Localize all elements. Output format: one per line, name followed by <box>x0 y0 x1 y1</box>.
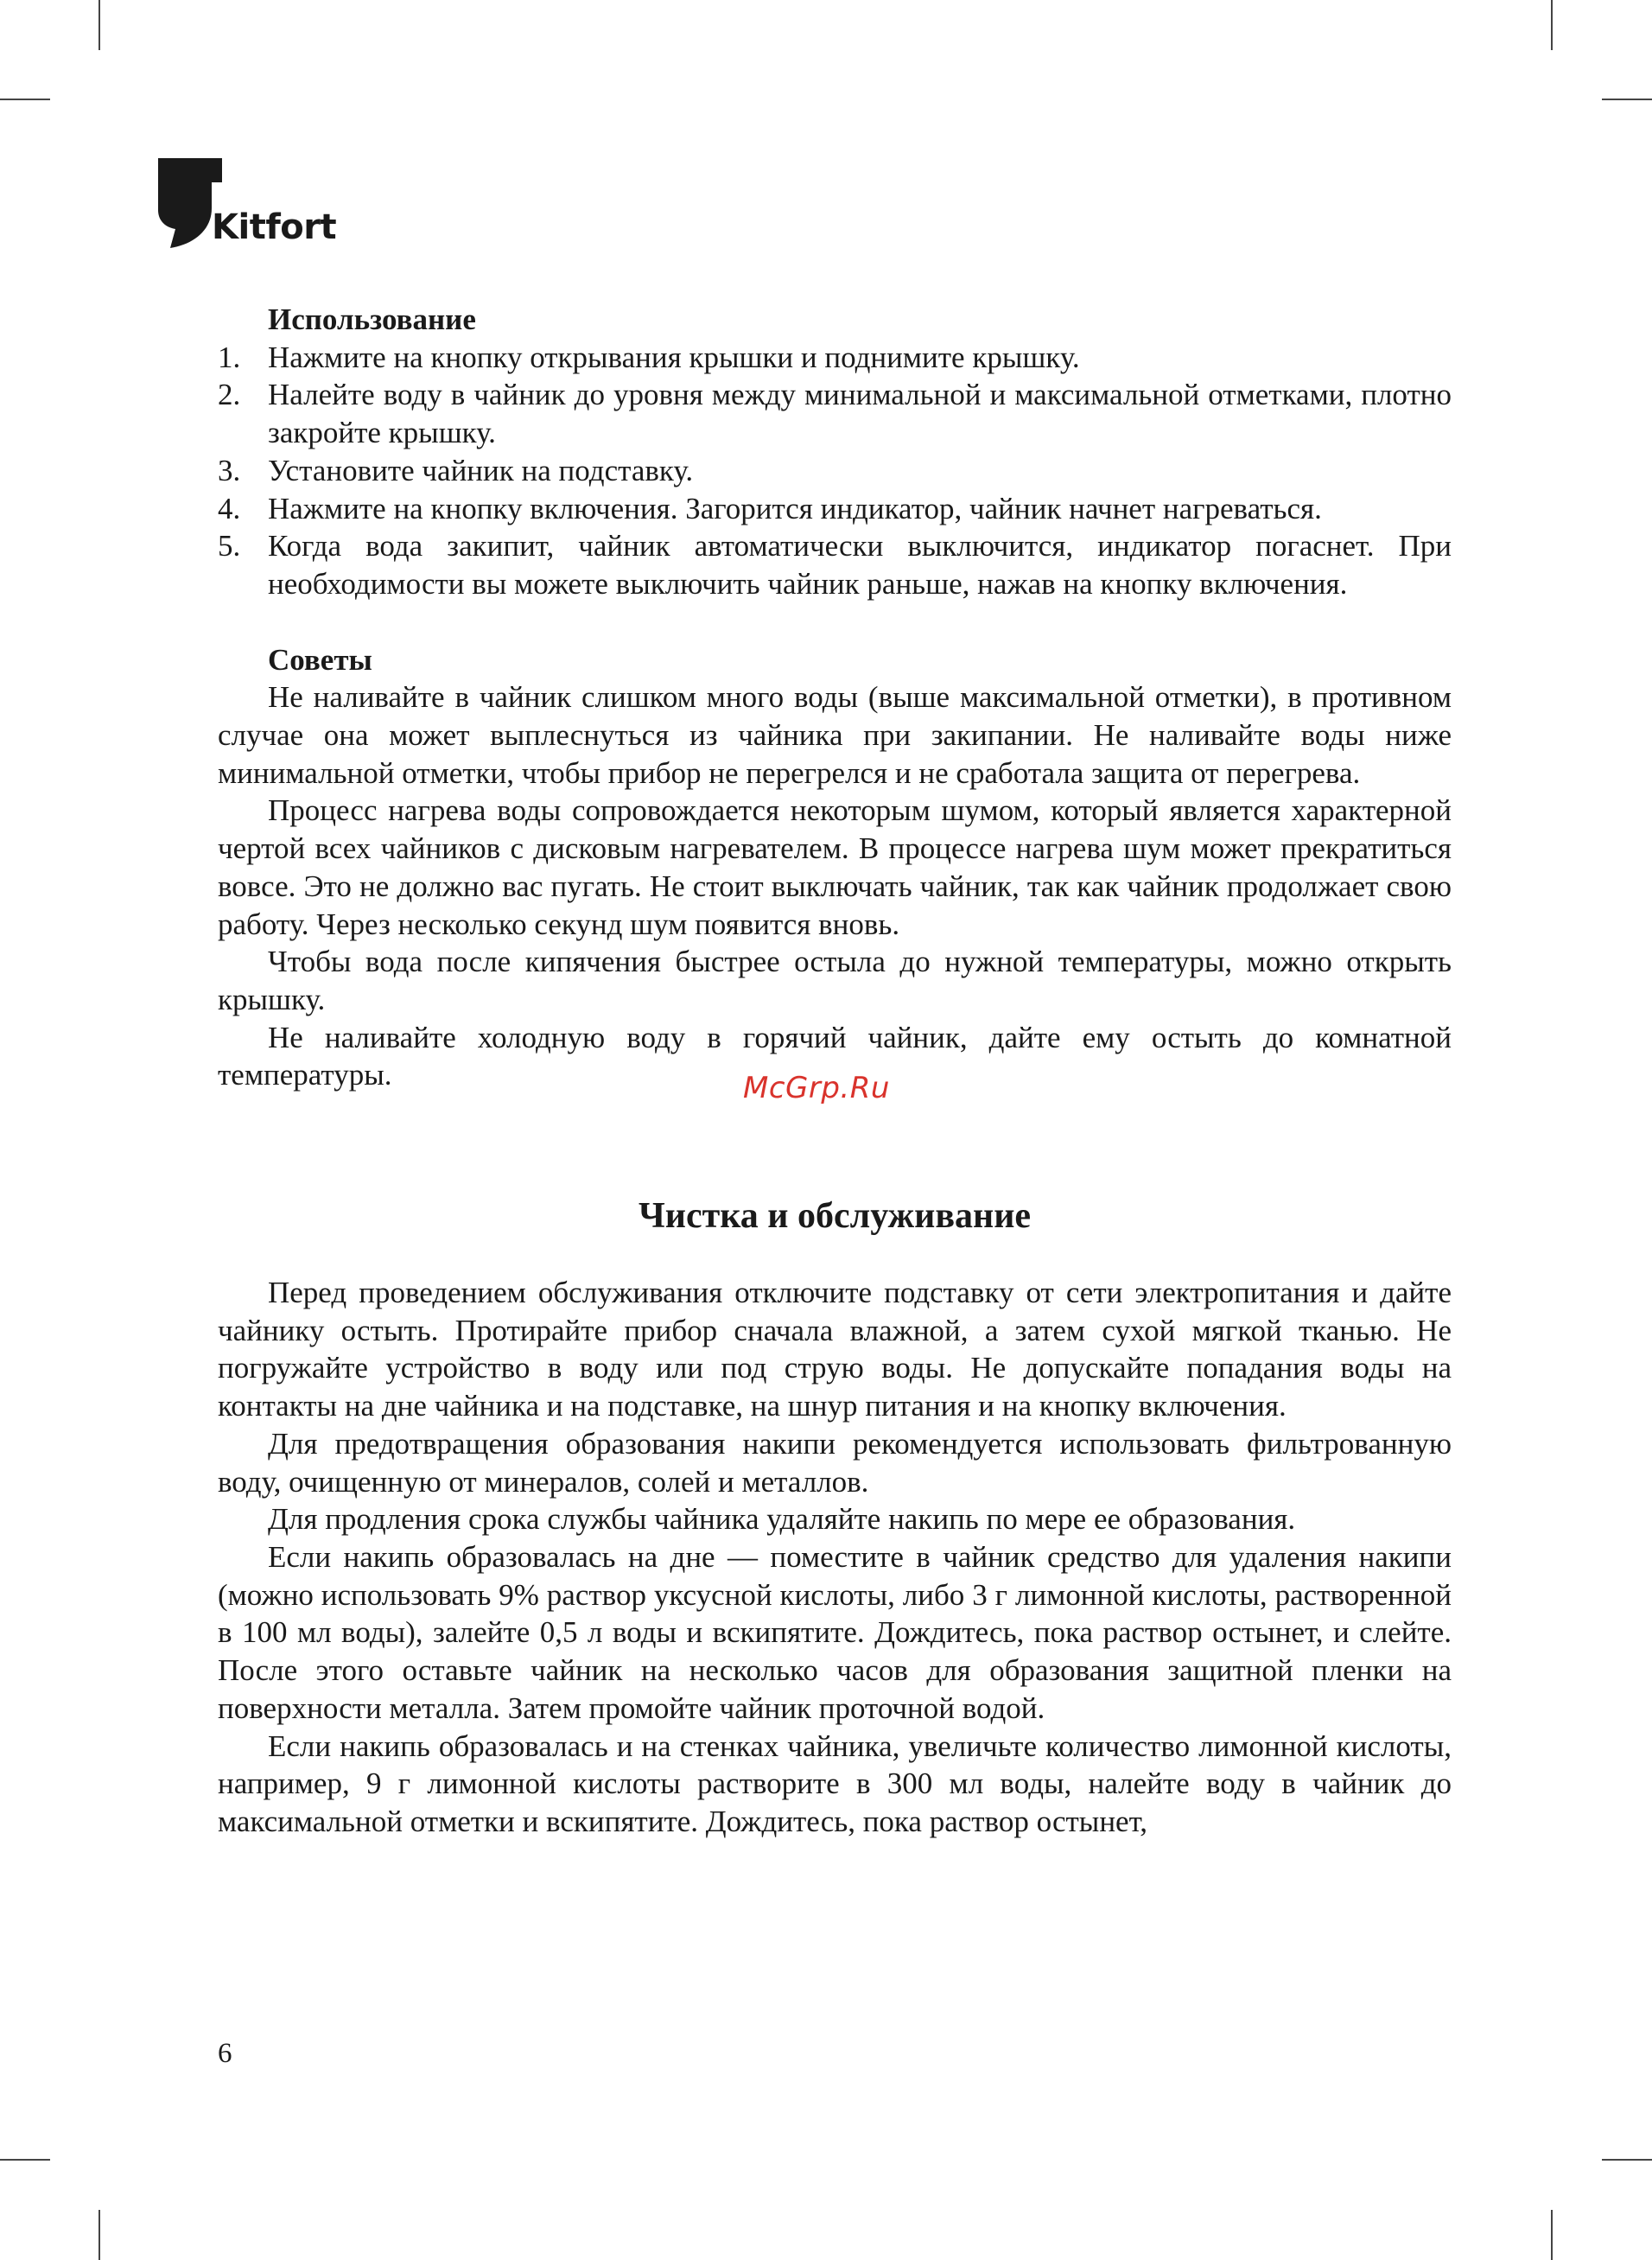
usage-step <box>218 452 1452 490</box>
step-number: 4. <box>218 491 241 525</box>
usage-steps <box>218 339 1452 603</box>
cleaning-paragraph: Если накипь образовалась на дне — поместите в чайник средство для удаления накипи (можно использовать 9% раствор уксусной кислоты, либо 3 г лимонной кислоты, растворенной в 100 мл воды), залейте 0,5 л воды и вскипятите. Дождитесь, пока раствор остынет, и слейте. После этого оставьте чайник на несколько часов для образования защитной пленки на поверхности металла. Затем промойте чайник проточной водой. <box>218 1539 1452 1725</box>
step-number: 3. <box>218 453 241 487</box>
watermark: McGrp.Ru <box>743 1071 890 1105</box>
usage-step <box>218 527 1452 602</box>
crop-mark <box>98 0 100 50</box>
step-text: Когда вода закипит, чайник автоматически выключится, индикатор погаснет. При необходимости вы можете выключить чайник раньше, нажав на кнопку включения. <box>268 529 1452 601</box>
cleaning-paragraph: Для предотвращения образования накипи рекомендуется использовать фильтрованную воду, очищенную от минералов, солей и металлов. <box>218 1426 1452 1499</box>
crop-mark <box>98 2210 100 2260</box>
cleaning-paragraph: Если накипь образовалась и на стенках чайника, увеличьте количество лимонной кислоты, например, 9 г лимонной кислоты растворите в 300 мл воды, налейте воду в чайник до максимальной отметки и вскипятите. Дождитесь, пока раствор остынет, <box>218 1728 1452 1838</box>
step-number: 2. <box>218 378 241 412</box>
usage-step <box>218 376 1452 451</box>
step-text: Налейте воду в чайник до уровня между минимальной и максимальной отметками, плотно закройте крышку. <box>268 378 1452 450</box>
step-text: Установите чайник на подставку. <box>268 453 694 487</box>
cleaning-title: Чистка и обслуживание <box>638 1196 1032 1237</box>
crop-mark <box>0 99 50 100</box>
crop-mark <box>1551 0 1553 50</box>
tips-paragraph: Чтобы вода после кипячения быстрее остыла до нужной температуры, можно открыть крышку. <box>218 945 1452 1016</box>
brand-name: Kitfort <box>212 207 337 247</box>
step-text: Нажмите на кнопку включения. Загорится индикатор, чайник начнет нагреваться. <box>268 491 1322 525</box>
step-number: 5. <box>218 529 241 563</box>
cleaning-paragraph: Для продления срока службы чайника удаляйте накипь по мере ее образования. <box>268 1502 1296 1537</box>
tips-paragraph: Процесс нагрева воды сопровождается некоторым шумом, который является характерной чертой всех чайников с дисковым нагревателем. В процессе нагрева шум может прекратиться вовсе. Это не должно вас пугать. Не стоит выключать чайник, так как чайник продолжает свою работу. Через несколько секунд шум появится вновь. <box>218 793 1452 941</box>
crop-mark <box>0 2159 50 2161</box>
tips-heading: Советы <box>268 642 372 677</box>
crop-mark <box>1602 2159 1652 2161</box>
cleaning-paragraph: Перед проведением обслуживания отключите подставку от сети электропитания и дайте чайнику остыть. Протирайте прибор сначала влажной, а затем сухой мягкой тканью. Не погружайте устройство в воду или под струю воды. Не допускайте попадания воды на контакты на дне чайника и на подставке, на шнур питания и на кнопку включения. <box>218 1276 1452 1423</box>
tips-paragraph: Не наливайте холодную воду в горячий чайник, дайте ему остыть до комнатной температуры. <box>218 1020 1452 1092</box>
crop-mark <box>1602 99 1652 100</box>
step-text: Нажмите на кнопку открывания крышки и поднимите крышку. <box>268 340 1080 374</box>
step-number: 1. <box>218 340 241 374</box>
usage-step <box>218 339 1452 377</box>
crop-mark <box>1551 2210 1553 2260</box>
page-number: 6 <box>218 2038 232 2069</box>
tips-paragraph: Не наливайте в чайник слишком много воды (выше максимальной отметки), в противном случае она может выплеснуться из чайника при закипании. Не наливайте воды ниже минимальной отметки, чтобы прибор не перегрелся и не сработала защита от перегрева. <box>218 680 1452 790</box>
usage-step <box>218 490 1452 528</box>
usage-heading: Использование <box>268 302 476 336</box>
